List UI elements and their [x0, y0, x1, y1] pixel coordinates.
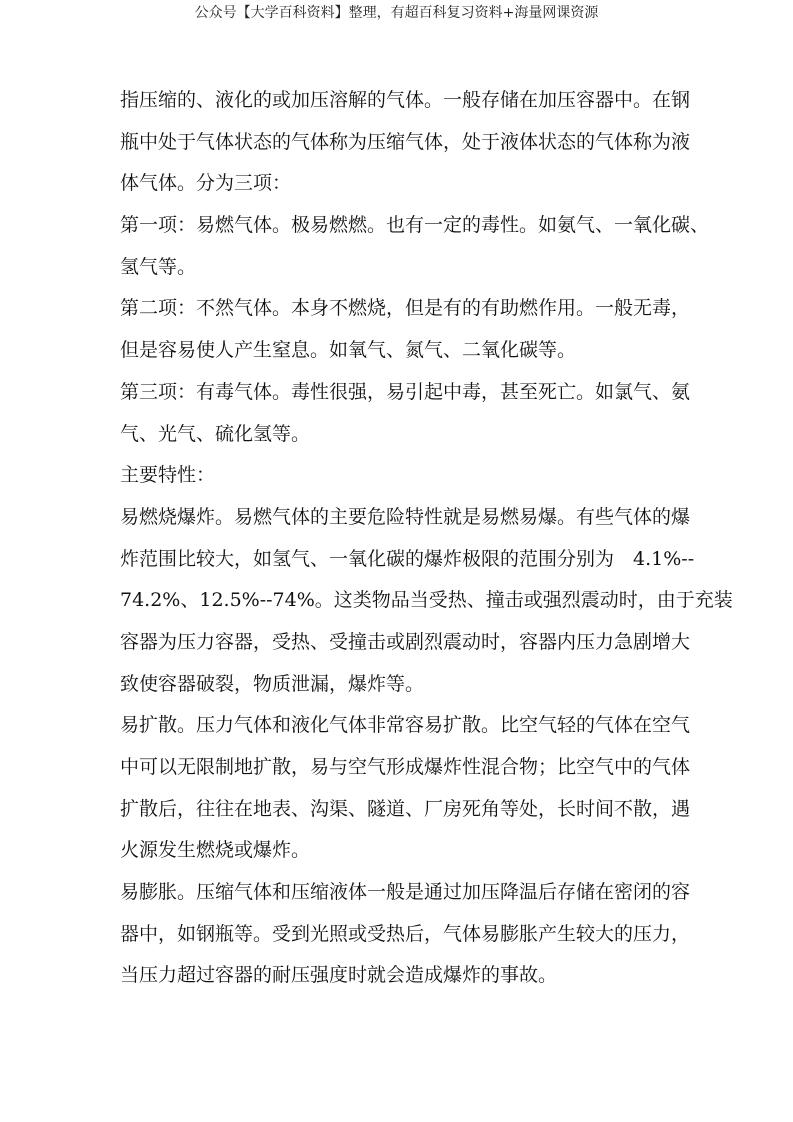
text-line: 瓶中处于气体状态的气体称为压缩气体，处于液体状态的气体称为液 — [120, 130, 691, 153]
text-line: 但是容易使人产生窒息。如氧气、氮气、二氧化碳等。 — [120, 339, 577, 362]
text-line: 氢气等。 — [120, 255, 197, 278]
page-header: 公众号【大学百科资料】整理，有超百科复习资料+海量网课资源 — [194, 5, 599, 21]
text-line: 气、光气、硫化氢等。 — [120, 422, 311, 445]
text-line: 扩散后，往往在地表、沟渠、隧道、厂房死角等处，长时间不散，遇 — [120, 797, 691, 820]
text-line: 致使容器破裂，物质泄漏，爆炸等。 — [120, 672, 425, 695]
text-line: 当压力超过容器的耐压强度时就会造成爆炸的事故。 — [120, 964, 558, 987]
text-line: 炸范围比较大，如氢气、一氧化碳的爆炸极限的范围分别为 4.1%-- — [120, 547, 695, 570]
text-line: 体气体。分为三项： — [120, 172, 292, 195]
text-line: 第二项：不然气体。本身不燃烧，但是有的有助燃作用。一般无毒， — [120, 297, 691, 320]
text-line: 易膨胀。压缩气体和压缩液体一般是通过加压降温后存储在密闭的容 — [120, 881, 691, 904]
text-line: 易扩散。压力气体和液化气体非常容易扩散。比空气轻的气体在空气 — [120, 714, 691, 737]
text-line: 中可以无限制地扩散，易与空气形成爆炸性混合物；比空气中的气体 — [120, 756, 691, 778]
document-body — [120, 80, 733, 997]
text-line: 第一项：易燃气体。极易燃燃。也有一定的毒性。如氨气、一氧化碳、 — [120, 214, 710, 237]
text-line: 第三项：有毒气体。毒性很强，易引起中毒，甚至死亡。如氯气、氨 — [120, 380, 691, 403]
text-line: 易燃烧爆炸。易燃气体的主要危险特性就是易燃易爆。有些气体的爆 — [120, 505, 691, 528]
text-line: 器中，如钢瓶等。受到光照或受热后，气体易膨胀产生较大的压力， — [120, 922, 691, 945]
text-line: 74.2%、12.5%--74%。这类物品当受热、撞击或强烈震动时，由于充装 — [120, 589, 733, 612]
text-line: 容器为压力容器，受热、受撞击或剧烈震动时，容器内压力急剧增大 — [120, 630, 691, 653]
text-line: 火源发生燃烧或爆炸。 — [120, 839, 311, 862]
text-line: 指压缩的、液化的或加压溶解的气体。一般存储在加压容器中。在钢 — [120, 89, 691, 111]
section-heading: 主要特性： — [120, 464, 216, 487]
